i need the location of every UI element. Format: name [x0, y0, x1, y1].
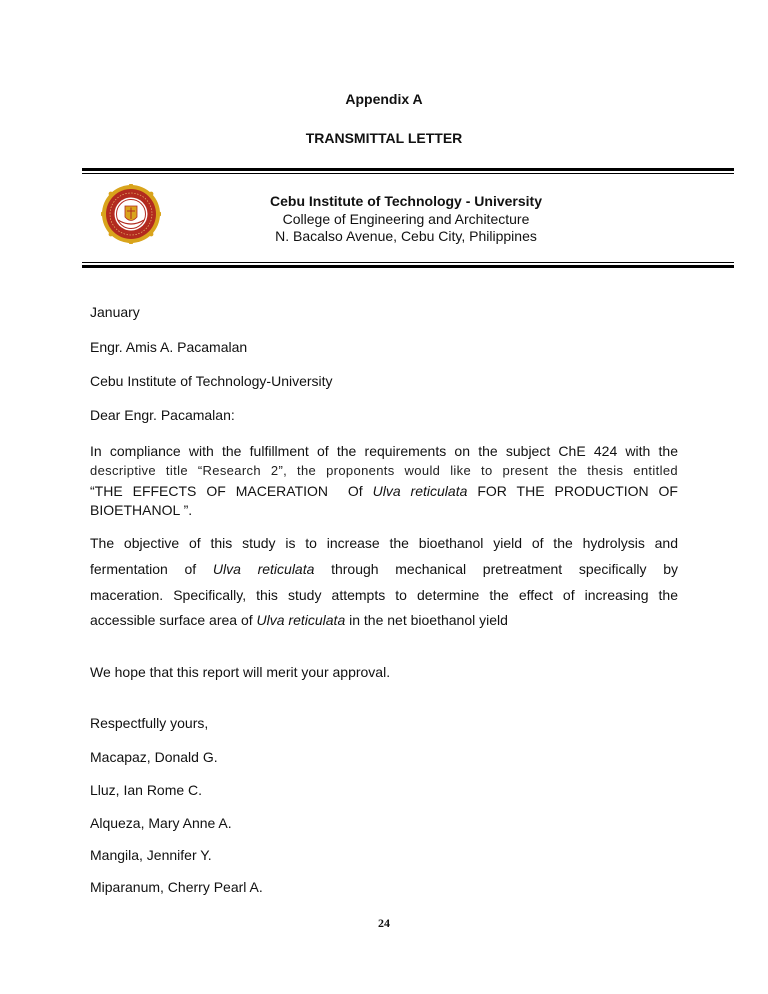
appendix-label: Appendix A [345, 91, 423, 107]
signatory-name: Macapaz, Donald G. [90, 749, 218, 765]
species-name: Ulva reticulata [256, 612, 346, 628]
paragraph-line: “THE EFFECTS OF MACERATION Of Ulva reticulata FOR THE PRODUCTION OF [90, 483, 678, 499]
salutation: Dear Engr. Pacamalan: [90, 407, 235, 423]
paragraph-line: BIOETHANOL ”. [90, 502, 193, 518]
species-name: Ulva reticulata [372, 483, 468, 499]
paragraph-line: maceration. Specifically, this study attempts to determine the effect of increasing the [90, 587, 678, 603]
college-name: College of Engineering and Architecture [282, 210, 530, 227]
paragraph-line: accessible surface area of Ulva reticulata in the net bioethanol yield [90, 612, 508, 628]
institution-name: Cebu Institute of Technology - University [270, 193, 542, 209]
letter-title: TRANSMITTAL LETTER [305, 130, 463, 146]
letter-date: January [90, 304, 140, 320]
paragraph-line: fermentation of Ulva reticulata through mechanical pretreatment specifically by [90, 561, 679, 577]
recipient-name: Engr. Amis A. Pacamalan [90, 339, 248, 355]
page-number: 24 [378, 916, 390, 930]
letterhead-text [200, 193, 612, 246]
signatory-name: Alqueza, Mary Anne A. [90, 815, 232, 831]
paragraph-line: The objective of this study is to increase the bioethanol yield of the hydrolysis and [90, 535, 678, 551]
signatory-name: Lluz, Ian Rome C. [90, 782, 203, 798]
paragraph-approval: We hope that this report will merit your approval. [90, 664, 391, 680]
recipient-organization: Cebu Institute of Technology-University [90, 373, 333, 389]
university-seal [101, 184, 161, 244]
paragraph-line: descriptive title “Research 2”, the proponents would like to present the thesis entitled [90, 463, 678, 478]
signatory-name: Mangila, Jennifer Y. [90, 847, 212, 863]
signatory-name: Miparanum, Cherry Pearl A. [90, 879, 263, 895]
institution-address: N. Bacalso Avenue, Cebu City, Philippines [275, 228, 537, 244]
species-name: Ulva reticulata [212, 561, 315, 577]
paragraph-line: In compliance with the fulfillment of the requirements on the subject ChE 424 with the [90, 443, 678, 459]
closing: Respectfully yours, [90, 715, 209, 731]
